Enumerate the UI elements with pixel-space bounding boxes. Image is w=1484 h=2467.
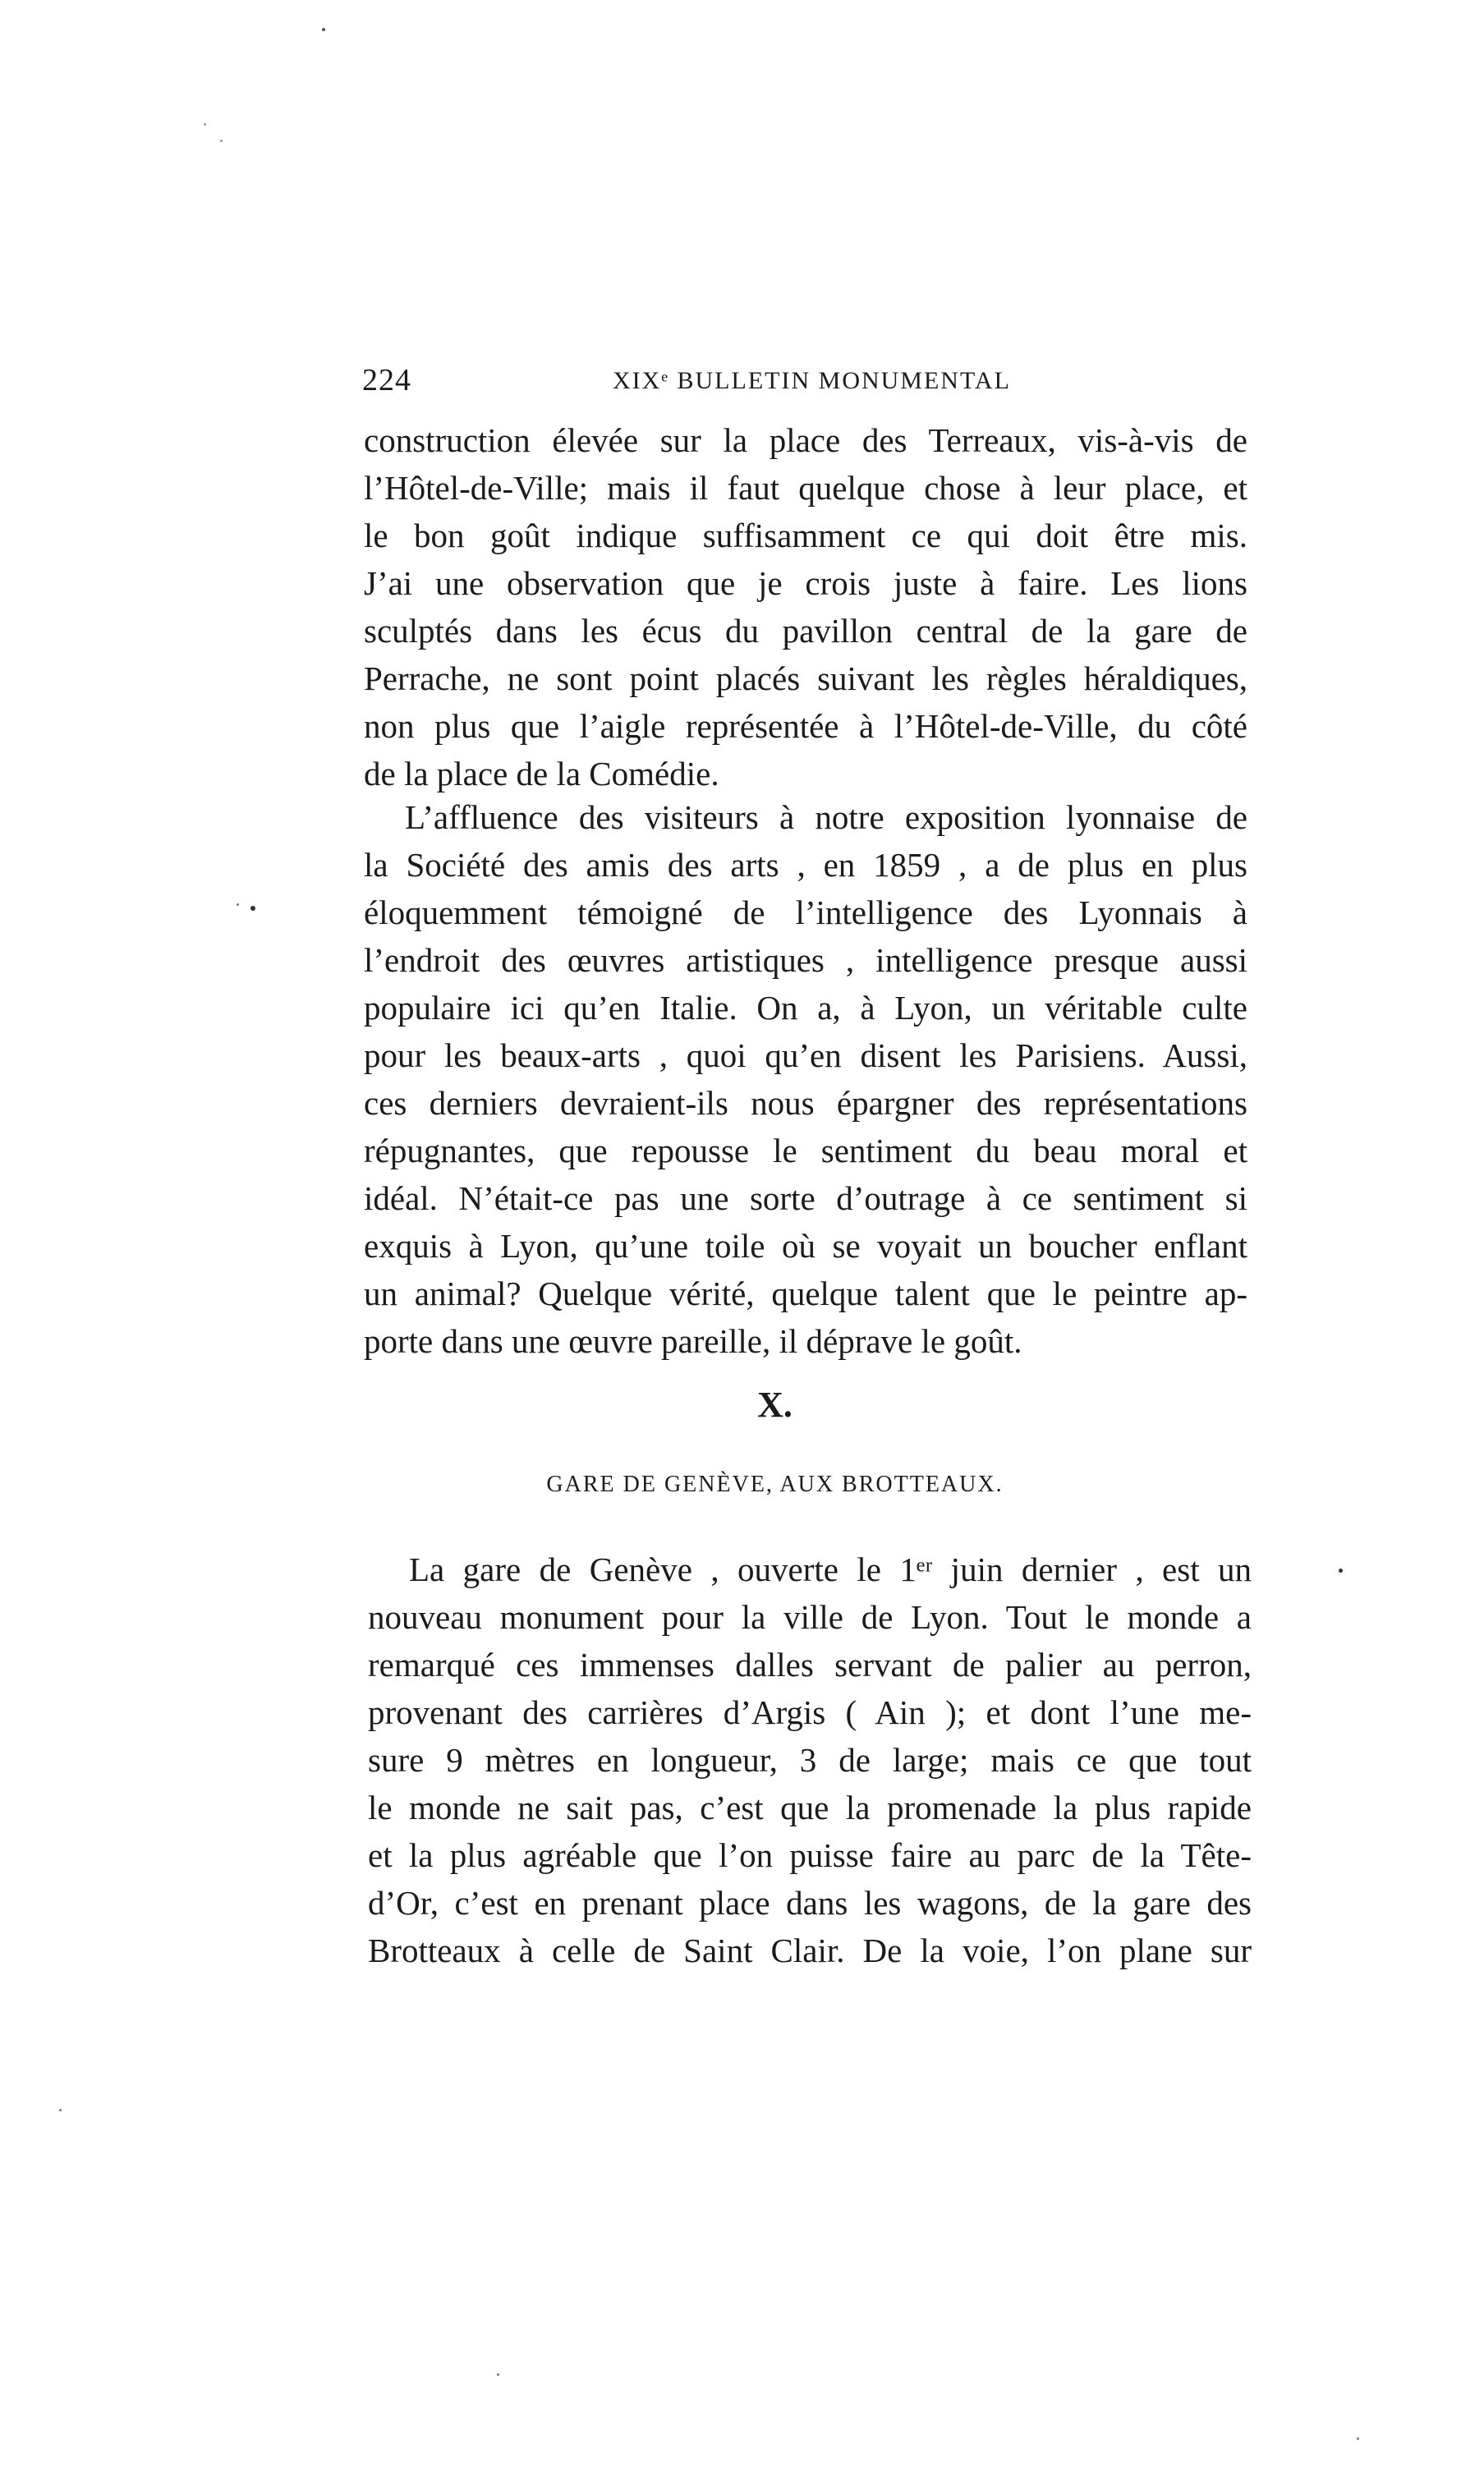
text-line: le bon goût indique suffisamment ce qui doit être mis. (364, 517, 1247, 554)
text-line: provenant des carrières d’Argis ( Ain ); et dont l’une me- (368, 1693, 1252, 1731)
text-line: éloquemment témoigné de l’intelligence des Lyonnais à (364, 894, 1247, 931)
text-line: un animal? Quelque vérité, quelque talent que le peintre ap- (364, 1275, 1247, 1312)
text-line: nouveau monument pour la ville de Lyon. Tout le monde a (368, 1598, 1252, 1636)
text-line: idéal. N’était-ce pas une sorte d’outrage à ce sentiment si (364, 1179, 1247, 1217)
text-line: la Société des amis des arts , en 1859 , a de plus en plus (364, 846, 1247, 884)
text-line: Perrache, ne sont point placés suivant les règles héraldiques, (364, 659, 1247, 697)
paragraph-exposition (364, 793, 1247, 1365)
text-line: de la place de la Comédie. (364, 755, 719, 792)
text-line: sure 9 mètres en longueur, 3 de large; mais ce que tout (368, 1741, 1252, 1779)
text-line: l’Hôtel-de-Ville; mais il faut quelque chose à leur place, et (364, 469, 1247, 507)
paragraph-continuation (364, 416, 1247, 797)
running-head (362, 362, 1249, 403)
paper-speck (1339, 1569, 1343, 1573)
text-line: remarqué ces immenses dalles servant de palier au perron, (368, 1646, 1252, 1684)
text-line: L’affluence des visiteurs à notre exposition lyonnaise de (405, 798, 1247, 836)
text-line: exquis à Lyon, qu’une toile où se voyait un boucher enflant (364, 1227, 1247, 1265)
paper-speck (237, 903, 239, 906)
text-line: sculptés dans les écus du pavillon central de la gare de (364, 612, 1247, 650)
text-line: ces derniers devraient-ils nous épargner des représentations (364, 1084, 1247, 1122)
section-title: GARE DE GENÈVE, AUX BROTTEAUX. (546, 1472, 1004, 1497)
text-line: populaire ici qu’en Italie. On a, à Lyon, un véritable culte (364, 989, 1247, 1027)
paper-speck (250, 906, 255, 911)
text-line: l’endroit des œuvres artistiques , intelligence presque aussi (364, 941, 1247, 979)
running-title: XIXᵉ BULLETIN MONUMENTAL (613, 367, 1011, 394)
text-line: La gare de Genève , ouverte le 1ᵉʳ juin dernier , est un (409, 1550, 1252, 1588)
paper-speck (220, 140, 223, 142)
text-line: Brotteaux à celle de Saint Clair. De la voie, l’on plane sur (368, 1932, 1252, 1969)
text-line: non plus que l’aigle représentée à l’Hôtel-de-Ville, du côté (364, 707, 1247, 745)
paper-speck (497, 2373, 499, 2376)
paper-speck (1357, 2437, 1359, 2440)
text-line: et la plus agréable que l’on puisse faire au parc de la Tête- (368, 1836, 1252, 1874)
section-numeral: X. (757, 1385, 793, 1425)
paper-speck (59, 2109, 62, 2111)
text-line: le monde ne sait pas, c’est que la promenade la plus rapide (368, 1789, 1252, 1826)
text-line: construction élevée sur la place des Terreaux, vis-à-vis de (364, 421, 1247, 459)
text-line: porte dans une œuvre pareille, il déprave le goût. (364, 1322, 1022, 1360)
text-line: d’Or, c’est en prenant place dans les wagons, de la gare des (368, 1884, 1252, 1922)
text-line: pour les beaux-arts , quoi qu’en disent les Parisiens. Aussi, (364, 1036, 1247, 1074)
text-line: répugnantes, que repousse le sentiment du beau moral et (364, 1132, 1247, 1169)
paragraph-gare-de-geneve (368, 1546, 1252, 1974)
text-line: J’ai une observation que je crois juste à faire. Les lions (364, 564, 1247, 602)
paper-speck (322, 28, 325, 31)
page-number: 224 (362, 363, 411, 397)
paper-speck (204, 123, 206, 126)
